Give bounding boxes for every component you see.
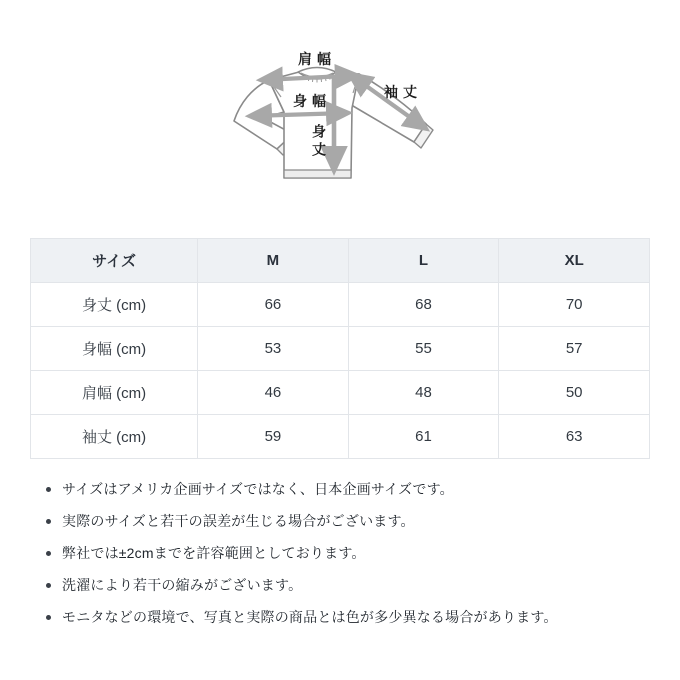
cell-value: 55: [348, 327, 499, 371]
size-notes-list: [32, 480, 652, 640]
size-table: [30, 238, 650, 459]
diagram-label-body-length: 身丈: [311, 124, 327, 160]
cell-value: 46: [198, 371, 349, 415]
column-header-xl: XL: [499, 239, 650, 283]
table-row-body-length: [31, 283, 650, 327]
column-header-l: L: [348, 239, 499, 283]
diagram-label-shoulder-width: 肩幅: [298, 51, 336, 67]
list-item: [32, 480, 652, 498]
note-text: 弊社では±2cmまでを許容範囲としております。: [62, 545, 366, 561]
note-text: サイズはアメリカ企画サイズではなく、日本企画サイズです。: [62, 481, 454, 497]
table-row-sleeve-length: [31, 415, 650, 459]
row-label: 袖丈 (cm): [31, 415, 198, 459]
bullet-dot: [46, 487, 51, 492]
column-header-size: サイズ: [31, 239, 198, 283]
row-label: 身幅 (cm): [31, 327, 198, 371]
list-item: [32, 608, 652, 626]
size-table-header-row: [31, 239, 650, 283]
bullet-dot: [46, 551, 51, 556]
list-item: [32, 576, 652, 594]
row-label: 身丈 (cm): [31, 283, 198, 327]
row-label: 肩幅 (cm): [31, 371, 198, 415]
cell-value: 68: [348, 283, 499, 327]
table-row-shoulder-width: [31, 371, 650, 415]
cell-value: 61: [348, 415, 499, 459]
cell-value: 50: [499, 371, 650, 415]
diagram-label-body-width: 身幅: [293, 93, 331, 109]
note-text: 実際のサイズと若干の誤差が生じる場合がございます。: [62, 513, 415, 529]
cell-value: 70: [499, 283, 650, 327]
bullet-dot: [46, 519, 51, 524]
bullet-dot: [46, 615, 51, 620]
cell-value: 66: [198, 283, 349, 327]
list-item: [32, 544, 652, 562]
note-text: 洗濯により若干の縮みがございます。: [62, 577, 303, 593]
shirt-hem-band: [285, 170, 350, 177]
list-item: [32, 512, 652, 530]
bullet-dot: [46, 583, 51, 588]
table-row-body-width: [31, 327, 650, 371]
column-header-m: M: [198, 239, 349, 283]
cell-value: 59: [198, 415, 349, 459]
diagram-label-sleeve-length: 袖丈: [384, 84, 422, 100]
cell-value: 53: [198, 327, 349, 371]
note-text: モニタなどの環境で、写真と実際の商品とは色が多少異なる場合があります。: [62, 609, 558, 625]
cell-value: 48: [348, 371, 499, 415]
cell-value: 63: [499, 415, 650, 459]
cell-value: 57: [499, 327, 650, 371]
